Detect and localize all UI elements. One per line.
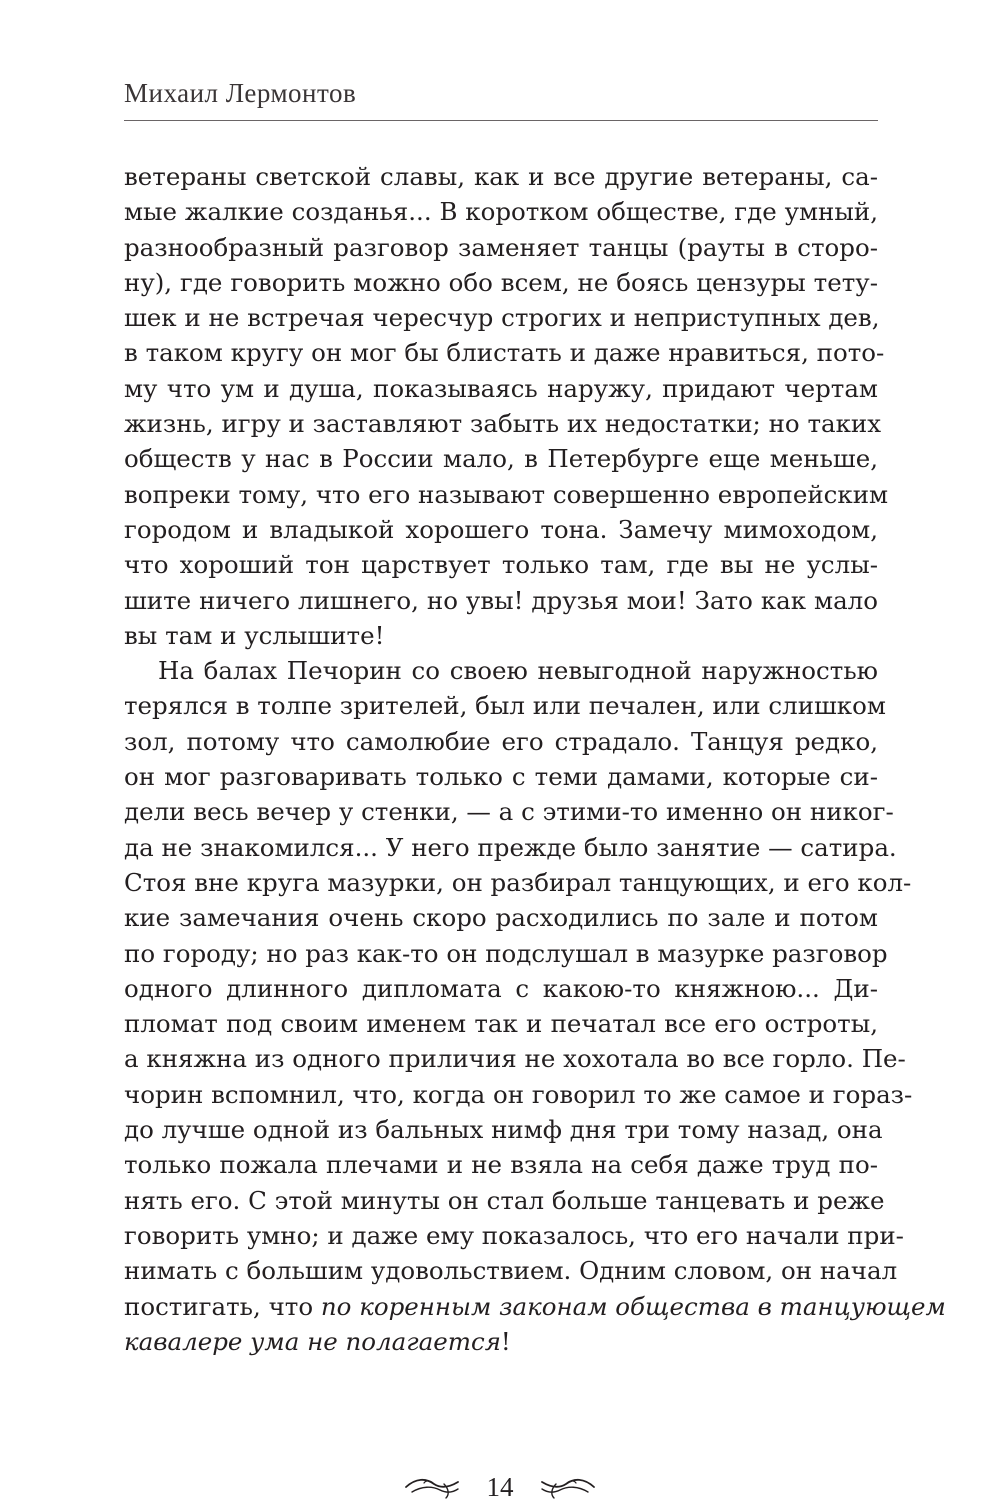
text-line: Стоя вне круга мазурки, он разбирал танцующих, и его кол- [124,867,912,897]
text-line: зол, потому что самолюбие его страдало. Танцуя редко, [124,726,878,756]
text-line: вопреки тому, что его называют совершенно европейским [124,479,889,509]
text-line: только пожала плечами и не взяла на себя даже труд по- [124,1150,878,1180]
text-line: му что ум и душа, показываясь наружу, придают чертам [124,373,878,403]
text-line: до лучше одной из бальных нимф дня три тому назад, она [124,1115,883,1145]
flourish-right-icon [538,1474,596,1500]
text-line: обществ у нас в России мало, в Петербурге еще меньше, [124,444,878,474]
text-line: жизнь, игру и заставляют забыть их недостатки; но таких [124,409,882,439]
text-line-mixed [124,1289,946,1324]
body-text [124,159,946,1359]
text-line: нимать с большим удовольствием. Одним словом, он начал [124,1256,898,1286]
text-line: нять его. С этой минуты он стал больше танцевать и реже [124,1185,885,1215]
text-line: ну), где говорить можно обо всем, не боясь цензуры тету- [124,267,878,297]
header-rule [124,120,878,121]
text-line: он мог разговаривать только с теми дамами, которые си- [124,762,878,792]
page-number: 14 [486,1472,514,1501]
italic-emphasis: кавалере ума не полагается [124,1326,501,1356]
text-line: чорин вспомнил, что, когда он говорил то же самое и гораз- [124,1079,913,1109]
text-line: городом и владыкой хорошего тона. Замечу мимоходом, [124,514,878,544]
paragraph-1 [124,159,889,653]
text-fragment: постигать, что [124,1291,321,1321]
text-line: в таком кругу он мог бы блистать и даже нравиться, пото- [124,338,885,368]
text-line: мые жалкие созданья... В коротком обществе, где умный, [124,197,878,227]
text-fragment: ! [500,1326,511,1356]
text-line: да не знакомился... У него прежде было занятие — сатира. [124,832,897,862]
text-line: На балах Печорин со своею невыгодной наружностью [158,656,878,686]
text-line-mixed [124,1324,878,1359]
text-line: ветераны светской славы, как и все другие ветераны, са- [124,162,878,191]
text-line: одного длинного дипломата с какою-то княжною... Ди- [124,973,878,1003]
italic-emphasis: по коренным законам общества в танцующем [320,1291,946,1321]
text-line: терялся в толпе зрителей, был или печален, или слишком [124,691,886,721]
text-line: шите ничего лишнего, но увы! друзья мои! Зато как мало [124,585,878,615]
flourish-left-icon [404,1474,462,1500]
text-line: а княжна из одного приличия не хохотала во все горло. Пе- [124,1044,906,1074]
text-line: говорить умно; и даже ему показалось, что его начали при- [124,1220,904,1250]
paragraph-2 [124,653,946,1359]
text-line: разнообразный разговор заменяет танцы (рауты в сторо- [124,232,878,262]
text-line: кие замечания очень скоро расходились по зале и потом [124,903,878,933]
page-footer [0,1467,1000,1501]
text-line: шек и не встречая чересчур строгих и неприступных дев, [124,303,880,333]
text-line: что хороший тон царствует только там, где вы не услы- [124,550,878,580]
text-line: вы там и услышите! [124,620,385,650]
text-line: дели весь вечер у стенки, — а с этими-то именно он никог- [124,797,894,827]
text-line: по городу; но раз как-то он подслушал в мазурке разговор [124,938,888,968]
text-line: пломат под своим именем так и печатал все его остроты, [124,1009,878,1039]
running-head-author: Михаил Лермонтов [124,78,357,108]
